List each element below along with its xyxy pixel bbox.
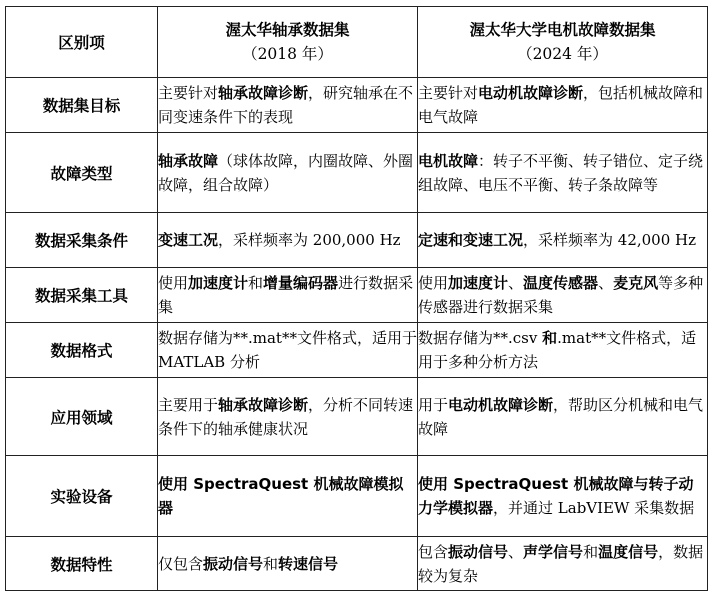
row-label: 应用领域 bbox=[50, 408, 113, 427]
cell bbox=[158, 268, 418, 323]
row-label-cell bbox=[6, 268, 158, 323]
bold-text: 使用 SpectraQuest 机械故障模拟器 bbox=[158, 475, 404, 517]
bold-text: 声学信号 bbox=[523, 542, 584, 561]
bold-text: 电机故障 bbox=[418, 151, 479, 170]
bold-text: 使用 SpectraQuest 机械故障与转子动力学模拟器 bbox=[418, 475, 694, 517]
cell bbox=[158, 213, 418, 268]
bold-text: 电动机故障诊断 bbox=[478, 84, 584, 102]
bold-text: 转速信号 bbox=[278, 554, 339, 573]
cell bbox=[418, 213, 708, 268]
table-row bbox=[6, 323, 708, 378]
cell bbox=[158, 537, 418, 591]
row-label: 数据采集条件 bbox=[34, 232, 128, 250]
cell bbox=[418, 268, 708, 323]
text: 数据存储为**.csv bbox=[418, 329, 543, 347]
bold-text: 温度传感器 bbox=[523, 274, 599, 292]
text: 使用 bbox=[158, 274, 189, 292]
text: ，数据较为复杂 bbox=[418, 542, 704, 585]
bold-text: 加速度计 bbox=[448, 274, 509, 292]
cell bbox=[418, 78, 708, 133]
header-year: （2024 年） bbox=[517, 45, 608, 63]
bold-text: 振动信号 bbox=[203, 554, 264, 573]
bold-text: 轴承故障诊断 bbox=[218, 84, 309, 102]
text: ，并通过 LabVIEW 采集数据 bbox=[493, 499, 695, 517]
cell bbox=[418, 323, 708, 378]
cell bbox=[418, 456, 708, 537]
table-row bbox=[6, 213, 708, 268]
text: 和 bbox=[248, 274, 264, 292]
header-label: 区别项 bbox=[58, 34, 105, 52]
table-row bbox=[6, 78, 708, 133]
row-label-cell bbox=[6, 133, 158, 213]
header-row bbox=[6, 7, 708, 78]
row-label-cell bbox=[6, 78, 158, 133]
text: 和 bbox=[583, 542, 599, 561]
cell bbox=[158, 456, 418, 537]
row-label: 实验设备 bbox=[50, 488, 113, 506]
bold-text: 定速和变速工况 bbox=[418, 231, 524, 249]
header-cell-ottawa-bearing bbox=[158, 7, 418, 78]
row-label: 数据特性 bbox=[50, 555, 113, 574]
header-title: 渥太华大学电机故障数据集 bbox=[469, 21, 656, 39]
bold-text: 增量编码器 bbox=[263, 274, 339, 292]
text: 仅包含 bbox=[158, 554, 204, 573]
bold-text: 麦克风 bbox=[613, 274, 659, 292]
bold-text: 变速工况 bbox=[158, 231, 219, 249]
text: ，包括机械故障和电气故障 bbox=[418, 84, 704, 126]
table-row bbox=[6, 456, 708, 537]
text: 使用 bbox=[418, 274, 449, 292]
text: ，帮助区分机械和电气故障 bbox=[418, 395, 704, 438]
header-cell-item bbox=[6, 7, 158, 78]
text: ，采样频率为 200,000 Hz bbox=[218, 231, 401, 249]
text: 、 bbox=[598, 274, 614, 292]
header-cell-ottawa-motor bbox=[418, 7, 708, 78]
bold-text: 电动机故障诊断 bbox=[448, 395, 554, 414]
text: 和 bbox=[263, 554, 279, 573]
text: ：转子不平衡、转子错位、定子绕组故障、电压不平衡、转子条故障等 bbox=[418, 151, 704, 194]
row-label-cell bbox=[6, 456, 158, 537]
table-row bbox=[6, 268, 708, 323]
cell bbox=[418, 537, 708, 591]
bold-text: 振动信号 bbox=[448, 542, 509, 561]
row-label-cell bbox=[6, 537, 158, 591]
text: 数据存储为**.mat**文件格式，适用于 MATLAB 分析 bbox=[158, 329, 417, 371]
cell bbox=[158, 133, 418, 213]
row-label-cell bbox=[6, 378, 158, 456]
row-label: 数据格式 bbox=[50, 342, 113, 360]
row-label: 数据采集工具 bbox=[34, 287, 128, 305]
bold-text: 加速度计 bbox=[188, 274, 249, 292]
cell bbox=[158, 78, 418, 133]
bold-text: 轴承故障 bbox=[158, 151, 219, 170]
bold-text: 温度信号 bbox=[598, 542, 659, 561]
header-title: 渥太华轴承数据集 bbox=[225, 21, 350, 39]
text: ，研究轴承在不同变速条件下的表现 bbox=[158, 84, 414, 126]
bold-text: 轴承故障诊断 bbox=[218, 395, 309, 414]
text: 、 bbox=[508, 542, 524, 561]
text: 等多种传感器进行数据采集 bbox=[418, 274, 704, 316]
table-row bbox=[6, 133, 708, 213]
text: ，采样频率为 42,000 Hz bbox=[523, 231, 697, 249]
cell bbox=[418, 378, 708, 456]
row-label-cell bbox=[6, 323, 158, 378]
text: 进行数据采集 bbox=[158, 274, 414, 316]
row-label: 故障类型 bbox=[50, 164, 113, 183]
text: 、 bbox=[508, 274, 524, 292]
comparison-table bbox=[5, 6, 708, 591]
row-label-cell bbox=[6, 213, 158, 268]
cell bbox=[158, 323, 418, 378]
bold-text: 和 bbox=[542, 329, 558, 347]
text: .mat**文件格式，适用于多种分析方法 bbox=[418, 329, 697, 371]
cell bbox=[158, 378, 418, 456]
header-year: （2018 年） bbox=[242, 45, 333, 63]
text: 用于 bbox=[418, 395, 449, 414]
table-row bbox=[6, 378, 708, 456]
text: 主要针对 bbox=[418, 84, 479, 102]
text: 包含 bbox=[418, 542, 449, 561]
cell bbox=[418, 133, 708, 213]
text: ，分析不同转速条件下的轴承健康状况 bbox=[158, 395, 414, 438]
text: 主要用于 bbox=[158, 395, 219, 414]
text: （球体故障，内圈故障、外圈故障，组合故障） bbox=[158, 151, 414, 194]
text: 主要针对 bbox=[158, 84, 219, 102]
table-row bbox=[6, 537, 708, 591]
row-label: 数据集目标 bbox=[42, 97, 121, 115]
